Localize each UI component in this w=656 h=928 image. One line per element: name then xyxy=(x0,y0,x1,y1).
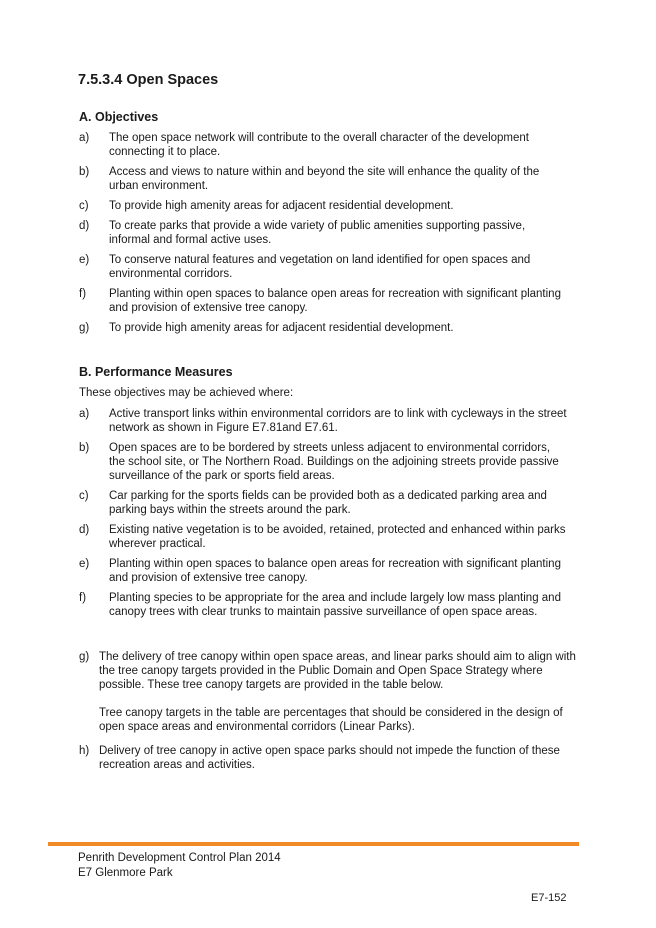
list-item xyxy=(0,321,569,335)
list-item xyxy=(0,131,569,159)
list-item xyxy=(0,287,569,315)
item-marker: h) xyxy=(79,745,90,757)
item-text: Existing native vegetation is to be avoided, retained, protected and enhanced within parks wherever practical. xyxy=(109,524,566,550)
item-paragraph: Tree canopy targets in the table are percentages that should be considered in the design of open space areas and environmental corridors (Linear Parks). xyxy=(99,707,563,733)
item-marker: e) xyxy=(79,254,90,266)
list-item xyxy=(0,441,569,483)
item-text: Planting within open spaces to balance open areas for recreation with significant planting and provision of extensive tree canopy. xyxy=(109,288,561,314)
item-marker: c) xyxy=(79,490,89,502)
item-text xyxy=(99,650,577,734)
item-marker: g) xyxy=(79,651,90,663)
list-item xyxy=(0,253,569,281)
footer-section-name: E7 Glenmore Park xyxy=(78,867,173,879)
item-text: The open space network will contribute to the overall character of the development connecting it to place. xyxy=(109,132,529,158)
item-text: Delivery of tree canopy in active open space parks should not impede the function of these recreation areas and activities. xyxy=(99,745,560,771)
objectives-heading: A. Objectives xyxy=(79,110,159,124)
list-item xyxy=(0,744,577,772)
item-text: To provide high amenity areas for adjacent residential development. xyxy=(109,200,454,212)
list-item xyxy=(0,489,569,517)
list-item xyxy=(0,650,577,734)
item-text: To create parks that provide a wide variety of public amenities supporting passive, informal and formal active uses. xyxy=(109,220,526,246)
item-marker: a) xyxy=(79,408,90,420)
objectives-list xyxy=(0,131,569,341)
footer-document-title: Penrith Development Control Plan 2014 xyxy=(78,852,281,864)
performance-list-continued xyxy=(0,650,577,778)
item-text: Planting within open spaces to balance open areas for recreation with significant planting and provision of extensive tree canopy. xyxy=(109,558,561,584)
item-marker: e) xyxy=(79,558,90,570)
list-item xyxy=(0,407,569,435)
item-marker: f) xyxy=(79,288,87,300)
item-marker: c) xyxy=(79,200,89,212)
section-title: 7.5.3.4 Open Spaces xyxy=(78,72,219,88)
performance-intro: These objectives may be achieved where: xyxy=(79,387,294,399)
item-marker: a) xyxy=(79,132,90,144)
list-item xyxy=(0,165,569,193)
list-item xyxy=(0,199,569,213)
performance-list xyxy=(0,407,569,625)
item-marker: d) xyxy=(79,524,90,536)
item-marker: g) xyxy=(79,322,90,334)
item-marker: f) xyxy=(79,592,87,604)
item-marker: d) xyxy=(79,220,90,232)
item-text: Planting species to be appropriate for the area and include largely low mass planting and canopy trees with clear trunks to maintain passive surveillance of open space areas. xyxy=(109,592,561,618)
item-marker: b) xyxy=(79,166,90,178)
item-text: Active transport links within environmental corridors are to link with cycleways in the street network as shown in Figure E7.81and E7.61. xyxy=(109,408,567,434)
footer-rule xyxy=(48,842,579,846)
list-item xyxy=(0,557,569,585)
list-item xyxy=(0,523,569,551)
page-number: E7-152 xyxy=(531,892,567,904)
item-text: To provide high amenity areas for adjacent residential development. xyxy=(109,322,454,334)
item-text: To conserve natural features and vegetation on land identified for open spaces and environmental corridors. xyxy=(109,254,531,280)
list-item xyxy=(0,219,569,247)
list-item xyxy=(0,591,569,619)
item-text: Open spaces are to be bordered by streets unless adjacent to environmental corridors, the school site, or The Northern Road. Buildings on the adjoining streets provide passive surveillance of the park or sports field areas. xyxy=(109,442,559,482)
item-marker: b) xyxy=(79,442,90,454)
item-text: Access and views to nature within and beyond the site will enhance the quality of the urban environment. xyxy=(109,166,540,192)
performance-heading: B. Performance Measures xyxy=(79,365,233,379)
item-paragraph: The delivery of tree canopy within open space areas, and linear parks should aim to align with the tree canopy targets provided in the Public Domain and Open Space Strategy where possible. These tree canopy targets are provided in the table below. xyxy=(99,651,576,691)
item-text: Car parking for the sports fields can be provided both as a dedicated parking area and parking bays within the streets around the park. xyxy=(109,490,547,516)
